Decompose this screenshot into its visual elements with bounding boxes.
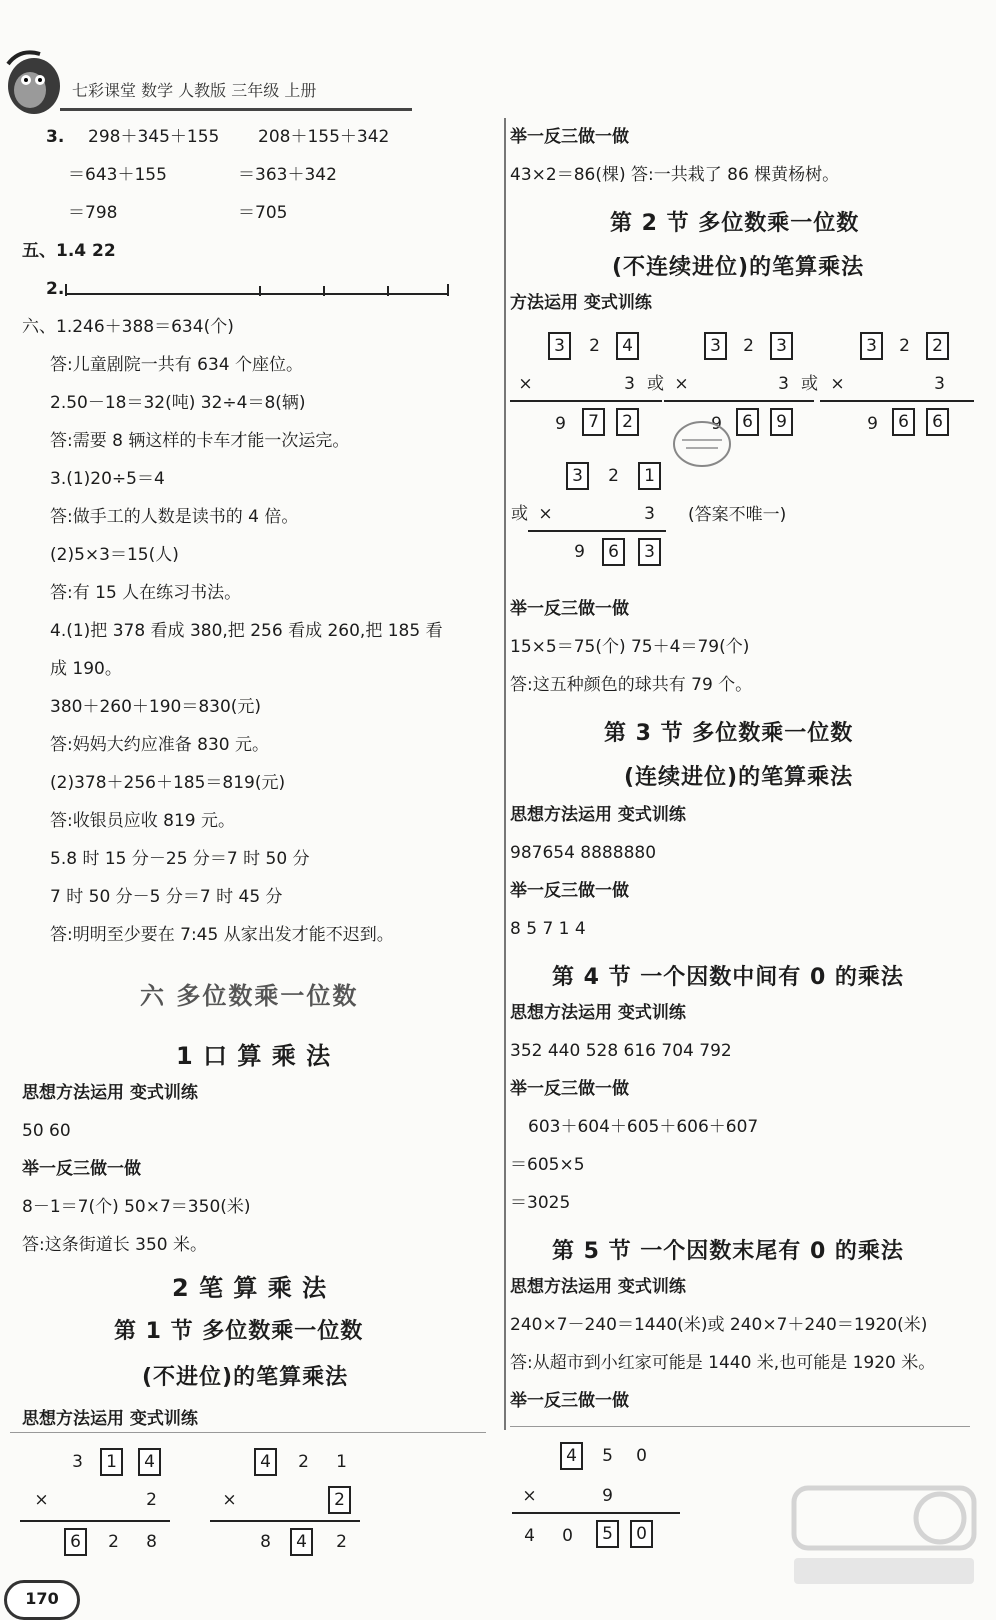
jy1-calc: 43×2＝86(棵) 答:一共栽了 86 棵黄杨树。: [510, 165, 840, 185]
times-sign: ×: [34, 1490, 49, 1510]
digit: 3: [624, 374, 635, 394]
watermark-logo-icon: [790, 1480, 980, 1590]
digit-box: 2: [926, 332, 949, 360]
result-line: [20, 1520, 170, 1522]
digit-box: 4: [138, 1448, 161, 1476]
q3-b2: ＝363＋342: [238, 165, 337, 185]
digit-box: 6: [602, 538, 625, 566]
s6-line-10: 成 190。: [50, 659, 122, 679]
digit-box: 3: [548, 332, 571, 360]
result-line: [512, 1512, 680, 1514]
number-line-answer: [64, 282, 450, 298]
s6-line-9: 4.(1)把 378 看成 380,把 256 看成 260,把 185 看: [50, 621, 443, 641]
s6-line-4: 答:需要 8 辆这样的卡车才能一次运完。: [50, 431, 350, 451]
times-sign: ×: [522, 1486, 537, 1506]
s6-line-7: (2)5×3＝15(人): [50, 545, 179, 565]
digit-box: 0: [630, 1520, 653, 1548]
header-rule: [60, 108, 412, 111]
digit: 0: [562, 1526, 573, 1546]
digit: 3: [72, 1452, 83, 1472]
or-label: 或: [511, 504, 528, 524]
digit: 4: [524, 1526, 535, 1546]
section-1-title: 1 口 算 乘 法: [176, 1042, 332, 1070]
q5-2-label: 2.: [46, 279, 65, 299]
q3-a2: ＝643＋155: [68, 165, 167, 185]
digit: 5: [602, 1446, 613, 1466]
divider: [10, 1432, 486, 1433]
s6-line-12: 答:妈妈大约应准备 830 元。: [50, 735, 269, 755]
jy1-label: 举一反三做一做: [510, 127, 629, 147]
stamp-watermark-icon: [670, 416, 734, 472]
digit-box: 3: [770, 332, 793, 360]
jy2-label: 举一反三做一做: [510, 599, 629, 619]
digit: 3: [934, 374, 945, 394]
page-number: 170: [4, 1580, 80, 1620]
sec2-title-line2: (不连续进位)的笔算乘法: [612, 255, 865, 280]
times-sign: ×: [538, 504, 553, 524]
digit: 8: [260, 1532, 271, 1552]
jy4-label: 举一反三做一做: [510, 1079, 629, 1099]
digit-box: 4: [290, 1528, 313, 1556]
times-sign: ×: [222, 1490, 237, 1510]
s6-line-3: 2.50－18＝32(吨) 32÷4＝8(辆): [50, 393, 306, 413]
jy3-answer: 8 5 7 1 4: [510, 919, 586, 939]
unit-title: 六 多位数乘一位数: [140, 982, 359, 1010]
sec5-method-label: 思想方法运用 变式训练: [510, 1277, 686, 1297]
digit-box: 1: [638, 462, 661, 490]
result-line: [510, 400, 662, 402]
digit-box: 4: [616, 332, 639, 360]
or-label: 或: [801, 374, 818, 394]
sec3-title-line2: (连续进位)的笔算乘法: [624, 765, 854, 790]
column-divider: [504, 118, 506, 1430]
s6-line-2: 答:儿童剧院一共有 634 个座位。: [50, 355, 303, 375]
sec3-answer: 987654 8888880: [510, 843, 657, 863]
not-unique-note: (答案不唯一): [688, 505, 787, 525]
digit-box: 3: [566, 462, 589, 490]
sec5-title: 第 5 节 一个因数末尾有 0 的乘法: [552, 1239, 904, 1264]
sec3-title-line1: 第 3 节 多位数乘一位数: [604, 721, 854, 746]
sec3-method-label: 思想方法运用 变式训练: [510, 805, 686, 825]
sec2-title-line1: 第 2 节 多位数乘一位数: [610, 211, 860, 236]
result-line: [664, 400, 814, 402]
digit-box: 4: [254, 1448, 277, 1476]
s6-line-17: 答:明明至少要在 7:45 从家出发才能不迟到。: [50, 925, 394, 945]
s1-answer-values: 50 60: [22, 1121, 71, 1141]
sec2-method-label: 方法运用 变式训练: [510, 293, 652, 313]
s6-line-16: 7 时 50 分－5 分＝7 时 45 分: [50, 887, 283, 907]
jy2-calc: 15×5＝75(个) 75＋4＝79(个): [510, 637, 750, 657]
section-2-title: 2 笔 算 乘 法: [172, 1274, 328, 1302]
jy4-line-1: 603＋604＋605＋606＋607: [528, 1117, 759, 1137]
digit: 8: [146, 1532, 157, 1552]
jy5-label: 举一反三做一做: [510, 1391, 629, 1411]
times-sign: ×: [674, 374, 689, 394]
sec1-title-line1: 第 1 节 多位数乘一位数: [114, 1319, 364, 1344]
s6-line-14: 答:收银员应收 819 元。: [50, 811, 235, 831]
jy4-line-3: ＝3025: [510, 1193, 571, 1213]
digit: 2: [743, 336, 754, 356]
result-line: [528, 530, 666, 532]
digit: 2: [146, 1490, 157, 1510]
s6-line-6: 答:做手工的人数是读书的 4 倍。: [50, 507, 299, 527]
s1-method-label: 思想方法运用 变式训练: [22, 1083, 198, 1103]
digit-box: 9: [770, 408, 793, 436]
divider: [510, 1426, 970, 1427]
digit: 9: [574, 542, 585, 562]
digit-box: 2: [328, 1486, 351, 1514]
digit: 9: [555, 414, 566, 434]
s1-calc: 8－1＝7(个) 50×7＝350(米): [22, 1197, 251, 1217]
sec1-method-label: 思想方法运用 变式训练: [22, 1409, 198, 1429]
q5-1: 五、1.4 22: [22, 241, 116, 261]
sec1-title-line2: (不进位)的笔算乘法: [142, 1365, 349, 1390]
digit-box: 6: [64, 1528, 87, 1556]
digit: 2: [899, 336, 910, 356]
s1-jy-label: 举一反三做一做: [22, 1159, 141, 1179]
sec5-answer: 答:从超市到小红家可能是 1440 米,也可能是 1920 米。: [510, 1353, 936, 1373]
digit: 2: [589, 336, 600, 356]
digit-box: 3: [704, 332, 727, 360]
sec4-method-label: 思想方法运用 变式训练: [510, 1003, 686, 1023]
digit: 2: [108, 1532, 119, 1552]
s6-line-15: 5.8 时 15 分－25 分＝7 时 50 分: [50, 849, 310, 869]
digit-box: 2: [616, 408, 639, 436]
sec5-calc: 240×7－240＝1440(米)或 240×7＋240＝1920(米): [510, 1315, 928, 1335]
sec4-answer: 352 440 528 616 704 792: [510, 1041, 732, 1061]
digit-box: 7: [582, 408, 605, 436]
digit-box: 3: [860, 332, 883, 360]
q3-b1: 208＋155＋342: [258, 127, 390, 147]
digit: 2: [298, 1452, 309, 1472]
q3-label: 3.: [46, 127, 65, 147]
times-sign: ×: [830, 374, 845, 394]
digit-box: 6: [926, 408, 949, 436]
jy2-answer: 答:这五种颜色的球共有 79 个。: [510, 675, 753, 695]
digit-box: 4: [560, 1442, 583, 1470]
jy3-label: 举一反三做一做: [510, 881, 629, 901]
s6-line-13: (2)378＋256＋185＝819(元): [50, 773, 286, 793]
digit: 1: [336, 1452, 347, 1472]
times-sign: ×: [518, 374, 533, 394]
digit-box: 6: [736, 408, 759, 436]
s6-line-11: 380＋260＋190＝830(元): [50, 697, 262, 717]
jy4-line-2: ＝605×5: [510, 1155, 585, 1175]
result-line: [820, 400, 974, 402]
q3-a1: 298＋345＋155: [88, 127, 220, 147]
s1-answer: 答:这条街道长 350 米。: [22, 1235, 207, 1255]
s6-line-1: 六、1.246＋388＝634(个): [22, 317, 234, 337]
digit: 2: [336, 1532, 347, 1552]
digit: 9: [711, 414, 722, 434]
digit: 9: [867, 414, 878, 434]
q3-b3: ＝705: [238, 203, 288, 223]
s6-line-5: 3.(1)20÷5＝4: [50, 469, 165, 489]
sec4-title: 第 4 节 一个因数中间有 0 的乘法: [552, 965, 904, 990]
result-line: [210, 1520, 360, 1522]
or-label: 或: [647, 374, 664, 394]
digit: 9: [602, 1486, 613, 1506]
s6-line-8: 答:有 15 人在练习书法。: [50, 583, 242, 603]
digit-box: 3: [638, 538, 661, 566]
q3-a3: ＝798: [68, 203, 118, 223]
digit: 2: [608, 466, 619, 486]
digit: 0: [636, 1446, 647, 1466]
header-title: 七彩课堂 数学 人教版 三年级 上册: [72, 81, 317, 100]
digit-box: 5: [596, 1520, 619, 1548]
digit: 3: [644, 504, 655, 524]
digit-box: 6: [892, 408, 915, 436]
digit: 3: [778, 374, 789, 394]
digit-box: 1: [100, 1448, 123, 1476]
